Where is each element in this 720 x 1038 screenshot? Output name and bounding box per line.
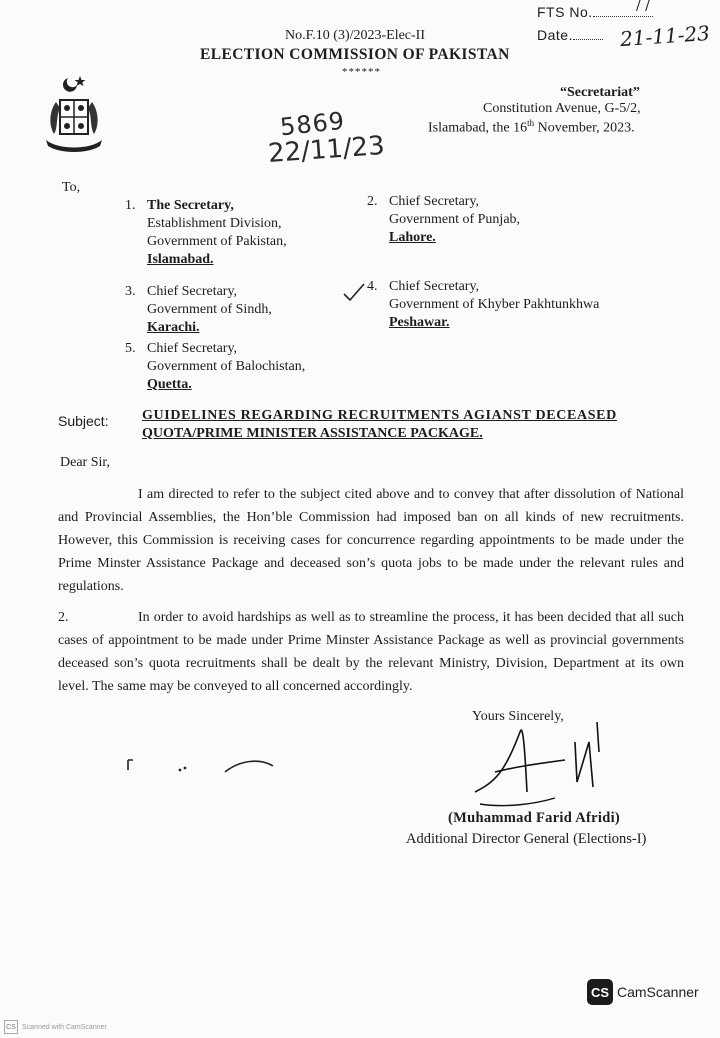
address-line: Constitution Avenue, G-5/2, (483, 101, 641, 116)
organization-title: ELECTION COMMISSION OF PAKISTAN (200, 46, 510, 63)
recipient-4: 4. Chief Secretary, Government of Khyber Pakhtunkhwa Peshawar. (367, 279, 600, 330)
place-date-line: Islamabad, the 16th November, 2023. (428, 118, 635, 136)
subject-text: GUIDELINES REGARDING RECRUITMENTS AGIANST DECEASED QUOTA/PRIME MINISTER ASSISTANCE PACKAGE. (142, 408, 617, 441)
camscanner-mini-icon: CS (4, 1020, 18, 1034)
secretariat-heading: “Secretariat” (560, 85, 640, 100)
scanned-with-note: CS Scanned with CamScanner (4, 1020, 107, 1034)
diary-number-handwritten: 5869 (278, 106, 347, 142)
recipient-2: 2. Chief Secretary, Government of Punjab, Lahore. (367, 194, 521, 245)
signature-mark (465, 712, 635, 812)
paragraph-2: 2. In order to avoid hardships as well as to streamline the process, it has been decided that all such cases of appointment to be made under Prime Minster Assistance Package as well as provincial governments deceased son’s quota recruitments shall be dealt by the relevant Ministry, Division, Department at its own level. The same may be conveyed to all concerned accordingly. (58, 610, 684, 694)
date-handwritten: 21-11-23 (619, 20, 711, 52)
signatory-name: (Muhammad Farid Afridi) (448, 810, 621, 826)
salutation: Dear Sir, (60, 455, 110, 470)
state-emblem-icon (40, 72, 108, 160)
recipient-1: 1. The Secretary, Establishment Division, Government of Pakistan, Islamabad. (125, 198, 287, 267)
date-field (537, 27, 603, 43)
header-stars: ****** (342, 66, 381, 78)
paragraph-1: I am directed to refer to the subject cited above and to convey that after dissolution of National and Provincial Assemblies, the Hon’ble Commission had imposed ban on all kinds of new recruitments. However, this Commission is receiving cases for concurrence regarding appointments to be made under the Prime Minster Assistance Package and deceased son’s quota jobs to be made under the relevant rules and regulations. (58, 487, 684, 594)
camscanner-logo-icon: CS (587, 979, 613, 1005)
recipient-5: 5. Chief Secretary, Government of Balochistan, Quetta. (125, 341, 306, 392)
diary-date-handwritten: 22/11/23 (267, 130, 386, 170)
camscanner-watermark (587, 979, 699, 1005)
fts-handwritten: / / (636, 0, 650, 14)
pen-marks (125, 750, 285, 780)
yours-sincerely: Yours Sincerely, (472, 709, 564, 724)
subject-label: Subject: (58, 413, 109, 429)
reference-number: No.F.10 (3)/2023-Elec-II (285, 28, 426, 43)
recipient-3: 3. Chief Secretary, Government of Sindh, Karachi. (125, 284, 272, 335)
camscanner-label: CamScanner (617, 984, 699, 1000)
to-label: To, (62, 180, 81, 195)
fts-label: FTS No. (537, 4, 593, 20)
date-label: Date. (537, 27, 573, 43)
tick-mark-icon (342, 282, 366, 302)
signatory-title: Additional Director General (Elections-I) (406, 831, 647, 847)
